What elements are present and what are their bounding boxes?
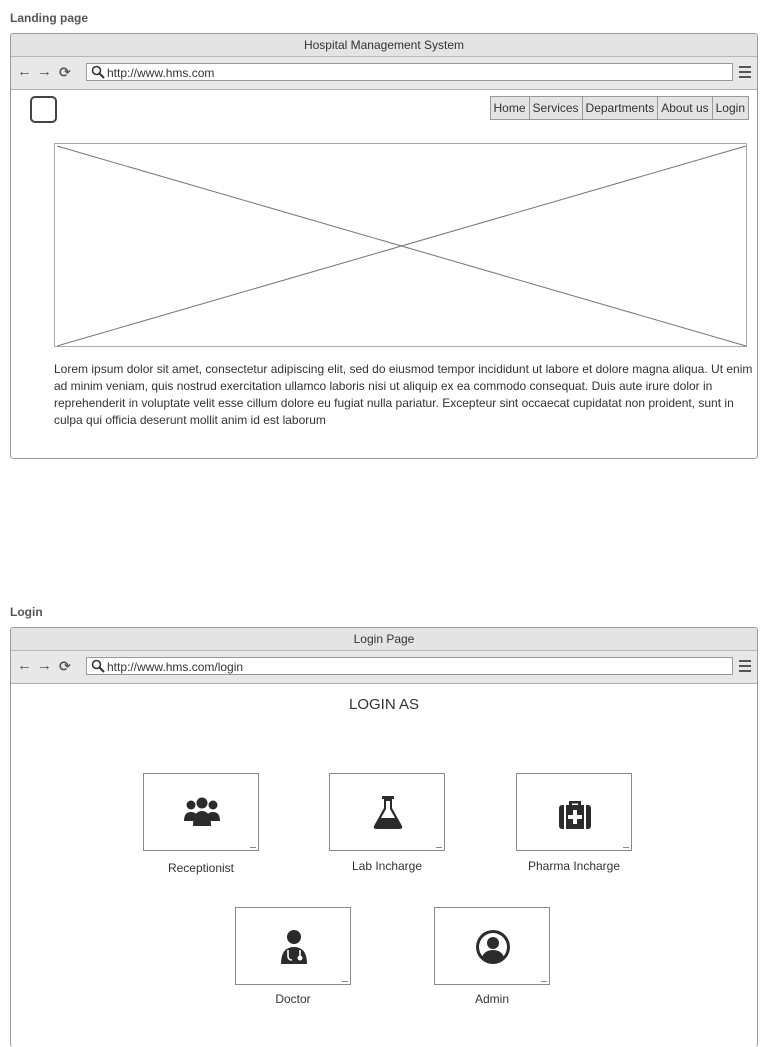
tile-resize-mark	[541, 981, 547, 982]
tile-resize-mark	[250, 847, 256, 848]
login-url-input[interactable]	[86, 657, 733, 675]
forward-arrow-icon[interactable]: →	[37, 63, 52, 80]
login-url-text: http://www.hms.com/login	[107, 660, 244, 674]
landing-section-label: Landing page	[10, 11, 88, 25]
hamburger-menu-icon[interactable]	[739, 660, 751, 672]
doctor-icon	[274, 927, 314, 967]
top-navigation	[490, 96, 749, 120]
logo-placeholder	[30, 96, 57, 123]
landing-browser-window	[10, 33, 758, 459]
back-arrow-icon[interactable]: ←	[17, 63, 32, 80]
reload-icon[interactable]: ⟳	[59, 64, 71, 80]
landing-window-title: Hospital Management System	[11, 34, 757, 57]
nav-home[interactable]: Home	[491, 97, 530, 119]
admin-label: Admin	[474, 992, 509, 1006]
login-window-title: Login Page	[11, 628, 757, 651]
user-circle-icon	[473, 927, 513, 967]
nav-departments[interactable]: Departments	[583, 97, 659, 119]
forward-arrow-icon[interactable]: →	[37, 657, 52, 674]
image-placeholder-cross-icon	[55, 144, 748, 348]
tile-resize-mark	[623, 847, 629, 848]
landing-content	[11, 90, 757, 458]
hamburger-menu-icon[interactable]	[739, 66, 751, 78]
back-arrow-icon[interactable]: ←	[17, 657, 32, 674]
reload-icon[interactable]: ⟳	[59, 658, 71, 674]
nav-login[interactable]: Login	[715, 101, 745, 115]
doctor-tile[interactable]	[235, 907, 351, 985]
login-browser-window	[10, 627, 758, 1047]
login-address-bar	[11, 651, 757, 684]
pharma-incharge-tile[interactable]	[516, 773, 632, 851]
nav-about-us[interactable]: About us	[658, 97, 712, 119]
hero-image-placeholder	[54, 143, 747, 347]
login-content	[11, 684, 757, 1047]
lab-incharge-label: Lab Incharge	[351, 859, 423, 873]
doctor-label: Doctor	[275, 992, 311, 1006]
flask-icon	[368, 793, 408, 833]
login-section-label: Login	[10, 605, 43, 619]
pharma-incharge-label: Pharma Incharge	[527, 859, 621, 873]
landing-address-bar	[11, 57, 757, 90]
landing-url-text: http://www.hms.com	[107, 66, 215, 80]
tile-resize-mark	[342, 981, 348, 982]
receptionist-tile[interactable]	[143, 773, 259, 851]
receptionist-label: Receptionist	[167, 861, 235, 875]
landing-url-input[interactable]	[86, 63, 733, 81]
tile-resize-mark	[436, 847, 442, 848]
search-icon	[91, 65, 105, 79]
lab-incharge-tile[interactable]	[329, 773, 445, 851]
intro-paragraph: Lorem ipsum dolor sit amet, consectetur adipiscing elit, sed do eiusmod tempor incididunt ut labore et dolore magna aliqua. Ut enim ad minim veniam, quis nostrud exercitation ullamco laboris nisi ut aliquip ex ea commodo consequat. Duis aute irure dolor in reprehenderit in voluptate velit esse cillum dolore eu fugiat nulla pariatur. Excepteur sint occaecat cupidatat non proident, sunt in culpa qui officia deserunt mollit anim id est laborum	[54, 362, 753, 427]
group-icon	[182, 793, 222, 833]
login-as-heading: LOGIN AS	[348, 696, 420, 713]
medical-kit-icon	[555, 793, 595, 833]
admin-tile[interactable]	[434, 907, 550, 985]
nav-services[interactable]: Services	[530, 97, 583, 119]
search-icon	[91, 659, 105, 673]
